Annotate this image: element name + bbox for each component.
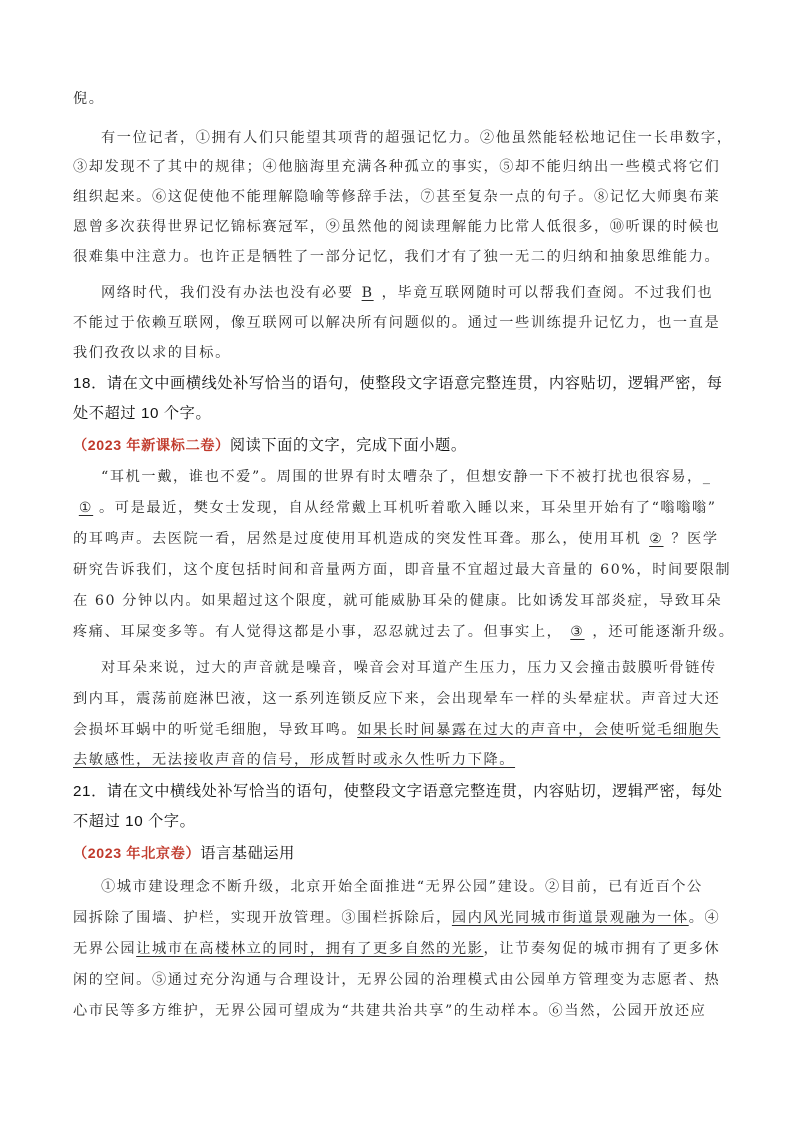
text-segment: 会损坏耳蜗中的听觉毛细胞，导致耳鸣。 xyxy=(73,722,358,738)
question-line: 18．请在文中画横线处补写恰当的语句，使整段文字语意完整连贯，内容贴切，逻辑严密，每 xyxy=(73,375,723,392)
paragraph-line xyxy=(73,908,733,928)
text-segment: 。可是最近，樊女士发现，自从经常戴上耳机听着歌入睡以来，耳朵里开始有了“嗡嗡嗡” xyxy=(99,500,717,516)
paragraph-line xyxy=(73,939,733,959)
paragraph-line: 组织起来。⑥这促使他不能理解隐喻等修辞手法，⑦甚至复杂一点的句子。⑧记忆大师奥布莱 xyxy=(73,189,721,205)
source-label: （2023 年新课标二卷） xyxy=(73,438,230,454)
answer-blank: B xyxy=(361,285,374,301)
text-segment: ，还可能逐渐升级。 xyxy=(592,624,735,640)
paragraph-line: 很难集中注意力。也许正是牺牲了一部分记忆，我们才有了独一无二的归纳和抽象思维能力。 xyxy=(73,249,721,265)
section-header xyxy=(73,844,733,864)
text-segment: 无界公园 xyxy=(73,941,137,957)
paragraph-line: 到内耳，震荡前庭淋巴液，这一系列连锁反应下来，会出现晕车一样的头晕症状。声音过大还 xyxy=(73,691,721,707)
question-line: 处不超过 10 个字。 xyxy=(73,405,212,422)
paragraph-line: 对耳朵来说，过大的声音就是噪音，噪音会对耳道产生压力，压力又会撞击鼓膜听骨链传 xyxy=(101,660,717,676)
instruction-text: 阅读下面的文字，完成下面小题。 xyxy=(229,437,467,454)
paragraph-line: “耳机一戴，谁也不爱”。周围的世界有时太嘈杂了，但想安静一下不被打扰也很容易，_ xyxy=(101,469,712,485)
answer-blank: ① xyxy=(78,500,94,516)
text-segment: ？医学 xyxy=(671,531,719,547)
text-segment: 。④ xyxy=(688,910,721,926)
paragraph-line: ①城市建设理念不断升级，北京开始全面推进“无界公园”建设。②目前，已有近百个公 xyxy=(101,879,703,895)
question-line: 21．请在文中横线处补写恰当的语句，使整段文字语意完整连贯，内容贴切，逻辑严密，每处 xyxy=(73,783,723,800)
paragraph-line: 在 60 分钟以内。如果超过这个限度，就可能威胁耳朵的健康。比如诱发耳部炎症，导致耳朵 xyxy=(73,593,723,609)
source-label: （2023 年北京卷） xyxy=(73,846,201,862)
text-segment: ，毕竟互联网随时可以帮我们查阅。不过我们也 xyxy=(381,285,714,301)
underlined-text: 如果长时间暴露在过大的声音中，会使听觉毛细胞失 xyxy=(357,722,721,738)
paragraph-line xyxy=(101,283,761,303)
text-segment: 疼痛、耳屎变多等。有人觉得这都是小事，忍忍就过去了。但事实上， xyxy=(73,624,563,640)
paragraph-line: 我们孜孜以求的目标。 xyxy=(73,345,231,361)
paragraph-line: 心市民等多方维护，无界公园可望成为“共建共治共享”的生动样本。⑥当然，公园开放还应 xyxy=(73,1003,707,1019)
paragraph-line xyxy=(73,529,733,549)
text-segment: 园拆除了围墙、护栏，实现开放管理。③围栏拆除后， xyxy=(73,910,452,926)
paragraph-line: 倪。 xyxy=(73,91,105,107)
paragraph-line: 闲的空间。⑤通过充分沟通与合理设计，无界公园的治理模式由公园单方管理变为志愿者、热 xyxy=(73,972,721,988)
instruction-text: 语言基础运用 xyxy=(200,845,295,862)
paragraph-line: 不能过于依赖互联网，像互联网可以解决所有问题似的。通过一些训练提升记忆力，也一直是 xyxy=(73,315,721,331)
paragraph-line xyxy=(73,498,733,518)
text-segment: 网络时代，我们没有办法也没有必要 xyxy=(101,285,354,301)
paragraph-line xyxy=(73,720,733,740)
paragraph-line: ③却发现不了其中的规律；④他脑海里充满各种孤立的事实，⑤却不能归纳出一些模式将它们 xyxy=(73,159,721,175)
answer-blank: ③ xyxy=(570,624,585,640)
paragraph-line: 有一位记者，①拥有人们只能望其项背的超强记忆力。②他虽然能轻松地记住一长串数字， xyxy=(101,130,733,146)
paragraph-line xyxy=(73,750,733,770)
underlined-text: 让城市在高楼林立的同时，拥有了更多自然的光影 xyxy=(136,941,484,957)
underlined-text: 去敏感性，无法接收声音的信号，形成暂时或永久性听力下降。 xyxy=(73,752,516,768)
paragraph-line: 恩曾多次获得世界记忆锦标赛冠军，⑨虽然他的阅读理解能力比常人低很多，⑩听课的时候也 xyxy=(73,219,721,235)
paragraph-line: 研究告诉我们，这个度包括时间和音量两方面，即音量不宜超过最大音量的 60%，时间要限制 xyxy=(73,562,732,578)
text-segment: ，让节奏匆促的城市拥有了更多休 xyxy=(483,941,721,957)
text-segment: 的耳鸣声。去医院一看，居然是过度使用耳机造成的突发性耳聋。那么，使用耳机 xyxy=(73,531,642,547)
section-header xyxy=(73,436,733,456)
question-line: 不超过 10 个字。 xyxy=(73,813,196,830)
underlined-text: 园内风光同城市街道景观融为一体 xyxy=(451,910,689,926)
paragraph-line xyxy=(73,622,733,642)
answer-blank: ② xyxy=(649,531,664,547)
